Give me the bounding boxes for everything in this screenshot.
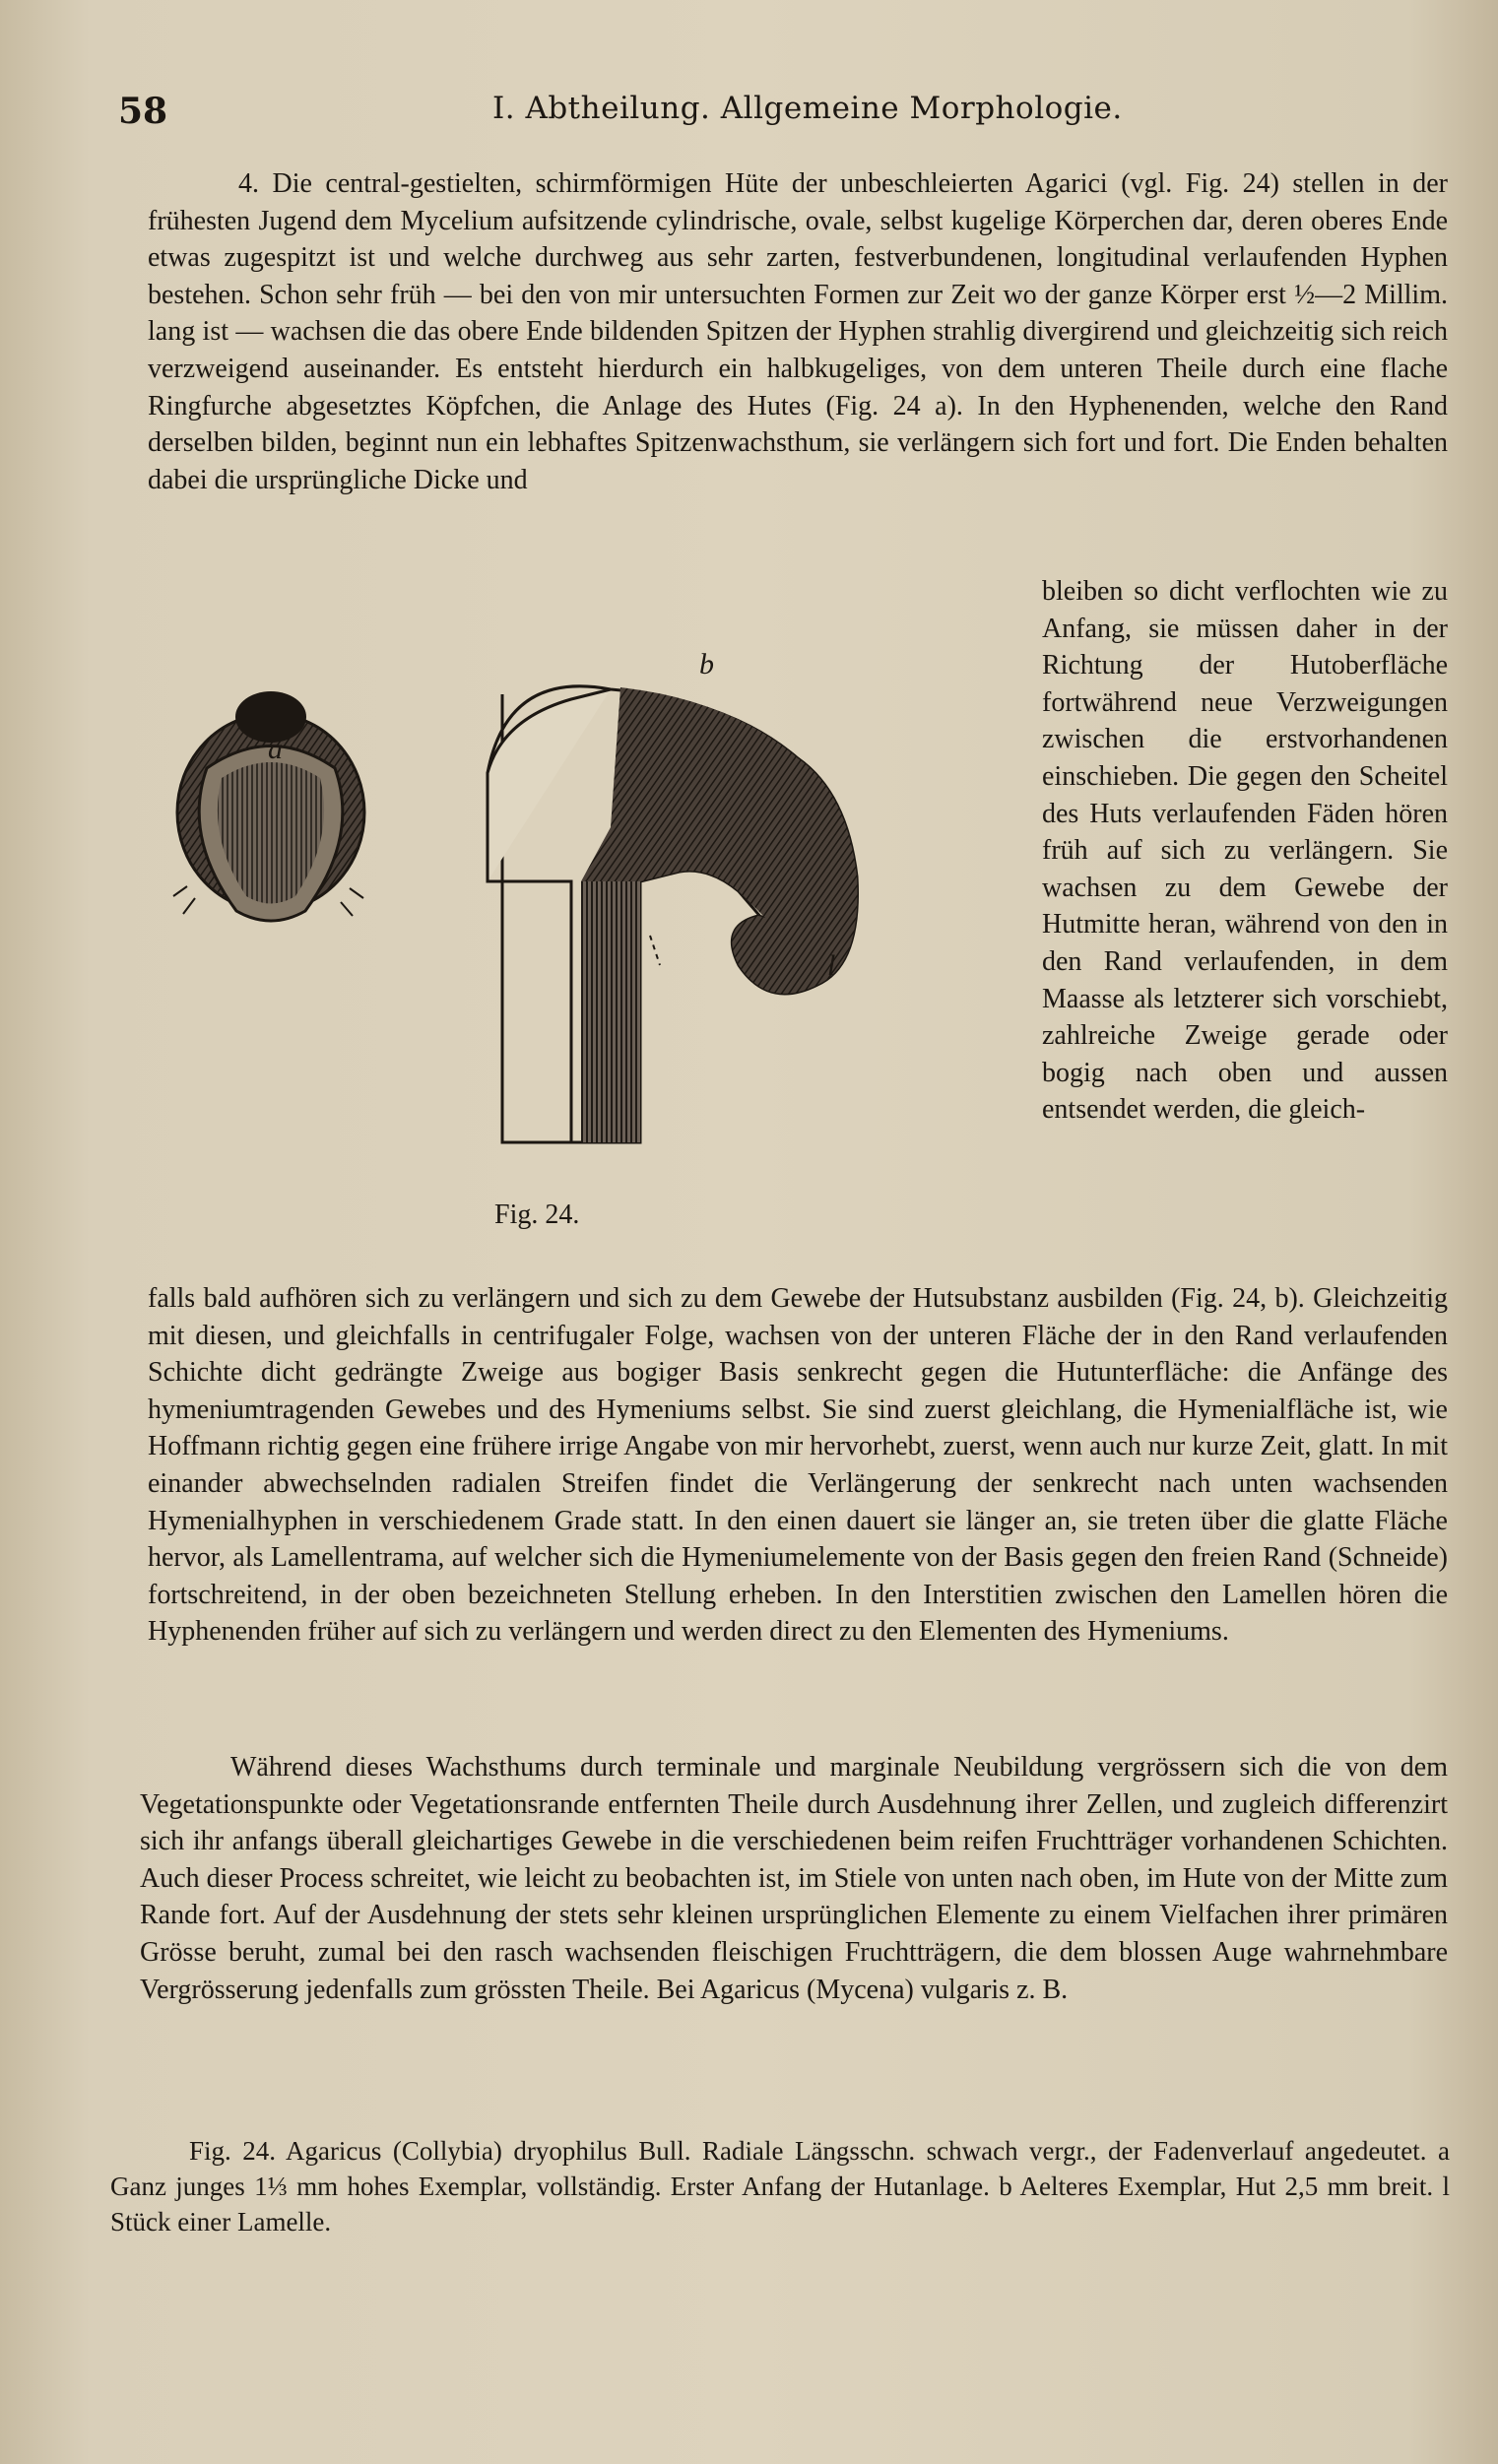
running-head: I. Abtheilung. Allgemeine Morphologie. bbox=[492, 91, 1123, 126]
figure-caption: Fig. 24. Agaricus (Collybia) dryophilus Bull. Radiale Längsschn. schwach vergr., der Fadenverlauf angedeutet. a Ganz junges 1⅓ mm hohes Exemplar, vollständig. Erster Anfang der Hutanlage. b Aelteres Exemplar, Hut 2,5 mm breit. l Stück einer Lamelle. bbox=[110, 2136, 1450, 2237]
figure-letter-a: a bbox=[268, 733, 283, 765]
paragraph-2: Während dieses Wachsthums durch terminale und marginale Neubildung vergrössern sich die von dem Vegetationspunkte oder Vegetationsrande entfernten Theile durch Ausdehnung ihrer Zellen, und zugleich differenzirt sich ihr anfangs überall gleichartiges Gewebe in die verschiedenen beim reifen Fruchtträger vorhandenen Schichten. Auch dieser Process schreitet, wie leicht zu beobachten ist, im Stiele von unten nach oben, im Hute von der Mitte zum Rande fort. Auf der Ausdehnung der stets sehr kleinen ursprünglichen Elemente zu einem Vielfachen ihrer primären Grösse beruht, zumal bei den rasch wachsenden fleischigen Fruchtträgern, die dem blossen Auge wahrnehmbare Vergrösserung jedenfalls zum grössten Theile. Bei Agaricus (Mycena) vulgaris z. B. bbox=[140, 1752, 1448, 2005]
specimen-a-drawing bbox=[173, 691, 364, 921]
page-header bbox=[118, 91, 1458, 130]
figure-letter-b: b bbox=[699, 648, 714, 681]
figure-24-illustration bbox=[148, 630, 1005, 1241]
page-number: 58 bbox=[118, 91, 168, 132]
figure-24 bbox=[148, 630, 1005, 1241]
specimen-b-drawing bbox=[488, 686, 858, 1142]
paragraph-1-continued: falls bald aufhören sich zu verlängern und sich zu dem Gewebe der Hutsubstanz ausbilden (Fig. 24, b). Gleichzeitig mit diesen, und gleichfalls in centrifugaler Folge, wachsen von der unteren Fläche der in den Rand verlaufenden Schichte dicht gedrängte Zweige aus bogiger Basis senkrecht gegen die Hutunterfläche: die Anfänge des hymeniumtragenden Gewebes und des Hymeniums selbst. Sie sind zuerst gleichlang, die Hymenialfläche ist, wie Hoffmann richtig gegen eine frühere irrige Angabe von mir hervorhebt, zuerst, wenn auch nur kurze Zeit, glatt. In mit einander abwechselnden radialen Streifen findet die Verlängerung der senkrecht nach unten wachsenden Hymenialhyphen in verschiedenem Grade statt. In den einen dauert sie länger an, sie treten über die glatte Fläche hervor, als Lamellentrama, auf welcher sich die Hymeniumelemente von der Basis gegen den freien Rand (Schneide) fortschreitend, in der oben bezeichneten Stellung erheben. In den Interstitien zwischen den Lamellen hören die Hyphenenden früher auf sich zu verlängern und werden direct zu den Elementen des Hymeniums. bbox=[148, 1283, 1448, 1648]
paragraph-1: 4. Die central-gestielten, schirmförmigen Hüte der unbeschleierten Agarici (vgl. Fig. 24) stellen in der frühesten Jugend dem Mycelium aufsitzende cylindrische, ovale, selbst kugelige Körperchen dar, deren oberes Ende etwas zugespitzt ist und welche durchweg aus sehr zarten, festverbundenen, longitudinal verlaufenden Hyphen bestehen. Schon sehr früh — bei den von mir untersuchten Formen zur Zeit wo der ganze Körper erst ½—2 Millim. lang ist — wachsen die das obere Ende bildenden Spitzen der Hyphen strahlig divergirend und gleichzeitig sich reich verzweigend auseinander. Es entsteht hierdurch ein halbkugeliges, von dem unteren Theile durch eine flache Ringfurche abgesetztes Köpfchen, die Anlage des Hutes (Fig. 24 a). In den Hyphenenden, welche den Rand derselben bilden, beginnt nun ein lebhaftes Spitzenwachsthum, sie verlängern sich fort und fort. Die Enden behalten dabei die ursprüngliche Dicke und bbox=[148, 168, 1448, 495]
figure-letter-l: l bbox=[827, 949, 836, 982]
figure-label: Fig. 24. bbox=[494, 1200, 580, 1230]
paragraph-1-wrap-column: bleiben so dicht verflochten wie zu Anfang, sie müssen daher in der Richtung der Hutoberfläche fortwährend neue Verzweigungen zwischen die erstvorhandenen einschieben. Die gegen den Scheitel des Huts verlaufenden Fäden hören früh auf sich zu verlängern. Sie wachsen zu dem Gewebe der Hutmitte heran, während von den in den Rand verlaufenden, in dem Maasse als letzterer sich vorschiebt, zahlreiche Zweige gerade oder bogig nach oben und aussen entsendet werden, die gleich- bbox=[1042, 576, 1448, 1126]
